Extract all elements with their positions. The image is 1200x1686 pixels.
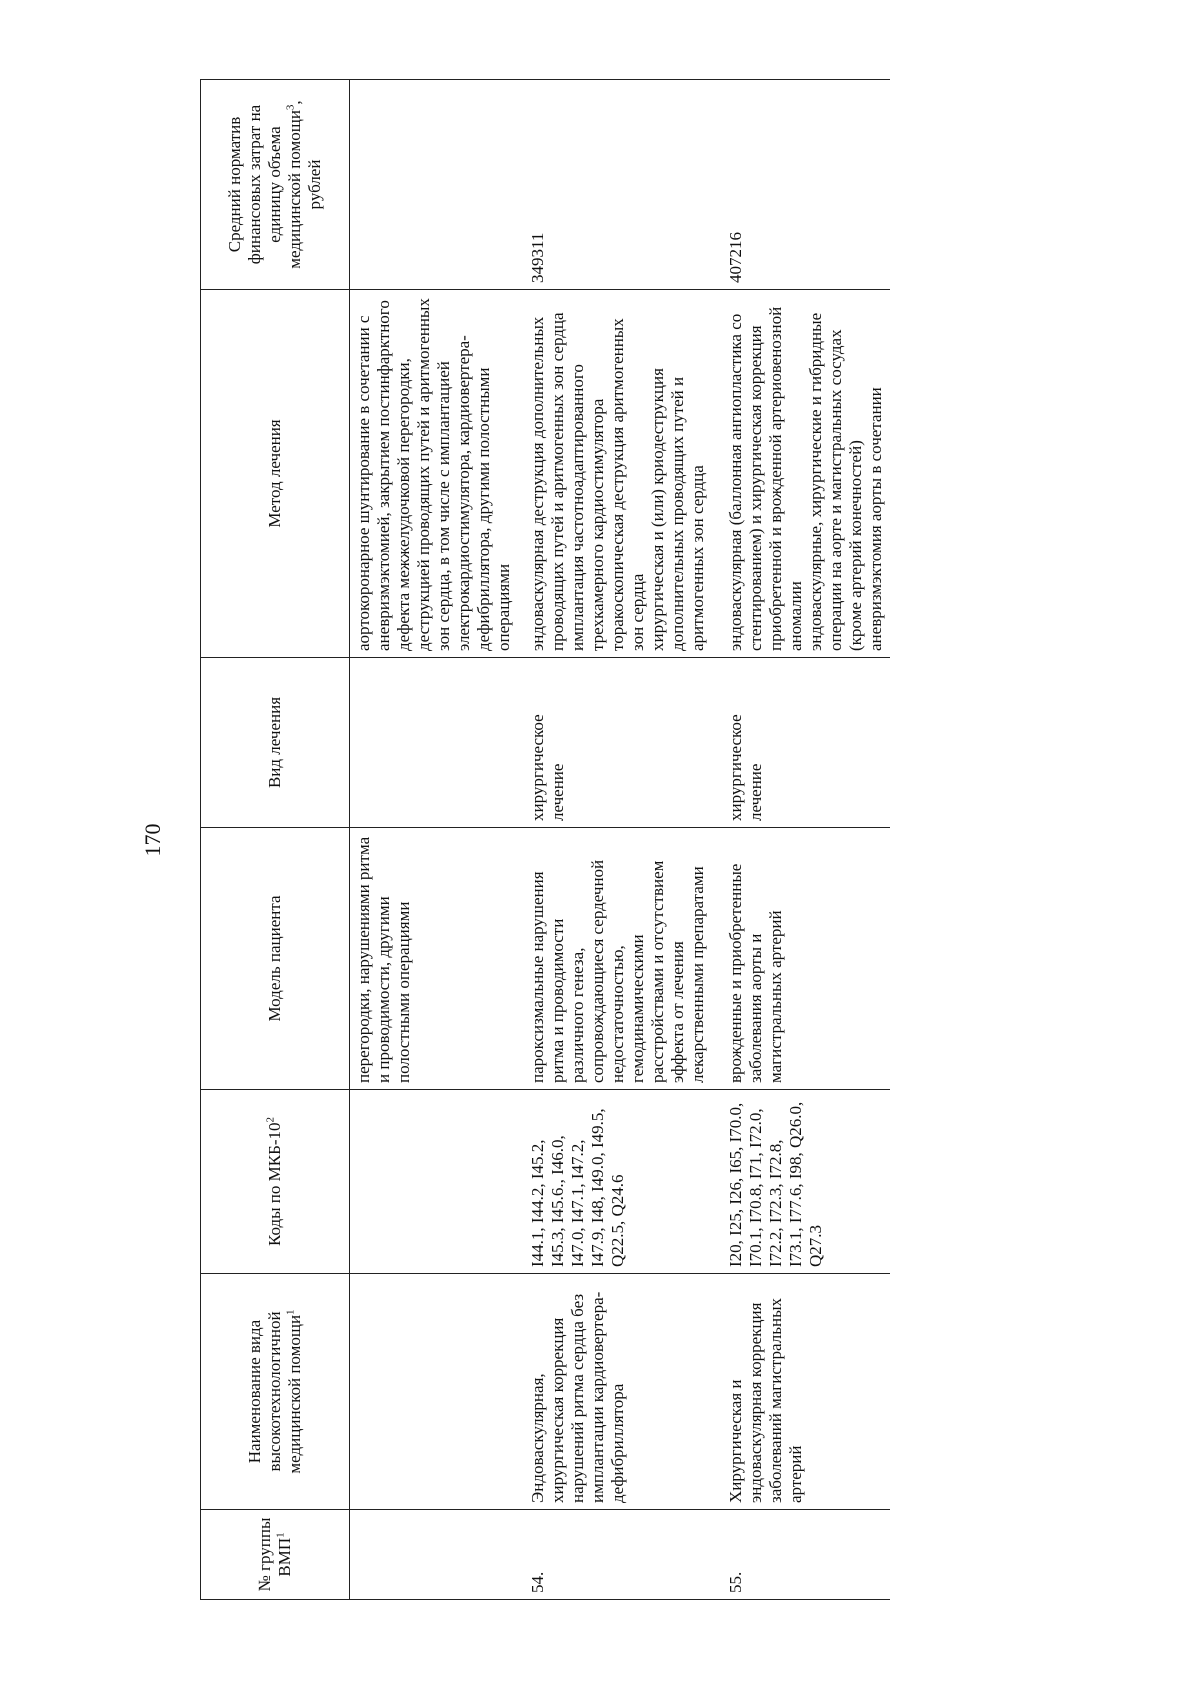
method-item: имплантация частотноадаптированного трехкамерного кардиостимулятора [568, 364, 607, 651]
cell-patient-model: перегородки, нарушениями ритма и проводимости, другими полостными операциями [350, 828, 521, 1090]
cell-group-number: 54. [520, 1510, 718, 1600]
cell-treatment-method [350, 290, 521, 658]
cell-treatment-method [520, 290, 718, 658]
cell-treatment-type [350, 658, 521, 828]
method-item: эндоваскулярная деструкция дополнительных проводящих путей и аритмогенных зон сердца [528, 312, 567, 651]
cell-treatment-method [718, 290, 890, 658]
table-row [718, 80, 890, 1600]
table-header-row [201, 80, 350, 1600]
method-item: аортокоронарное шунтирование в сочетании с аневризмэктомией, закрытием постинфарктного дефекта межжелудочковой перегородки, деструкцией проводящих путей и аритмогенных зон сердца, в том числе с имплантацией электрокардиостимулятора, кардиовертера-дефибриллятора, другими полостными операциями [354, 298, 513, 651]
page-number: 170 [140, 823, 165, 857]
cell-icd-codes [350, 1090, 521, 1274]
cell-patient-model: пароксизмальные нарушения ритма и проводимости различного генеза, сопровождающиеся сердечной недостаточностью, гемодинамическими расстройствами и отсутствием эффекта от лечения лекарственными препаратами [520, 828, 718, 1090]
cell-average-cost: 407216 [718, 80, 890, 290]
cell-vmp-name: Эндоваскулярная, хирургическая коррекция нарушений ритма сердца без имплантации кардиовертера-дефибриллятора [520, 1274, 718, 1510]
cell-average-cost: 349311 [520, 80, 718, 290]
cell-treatment-type: хирургическое лечение [520, 658, 718, 828]
cell-group-number: 55. [718, 1510, 890, 1600]
rotated-page [140, 80, 1180, 1600]
cell-icd-codes: I20, I25, I26, I65, I70.0, I70.1, I70.8, I71, I72.0, I72.2, I72.3, I72.8, I73.1, I77.6, I98, Q26.0, Q27.3 [718, 1090, 890, 1274]
table-row [350, 80, 521, 1600]
header-average-cost: Средний норматив финансовых затрат на единицу объема медицинской помощи$^3$, рублей [201, 80, 350, 290]
method-item: хирургическая и (или) криодеструкция дополнительных проводящих путей и аритмогенных зон сердца [648, 368, 707, 651]
cell-vmp-name [350, 1274, 521, 1510]
cell-average-cost [350, 80, 521, 290]
method-item: эндоваскулярные, хирургические и гибридные операции на аорте и магистральных сосудах (кроме артерий конечностей) [806, 312, 865, 651]
header-treatment-type: Вид лечения [201, 658, 350, 828]
method-item: аневризмэктомия аорты в сочетании [866, 387, 885, 651]
cell-icd-codes: I44.1, I44.2, I45.2, I45.3, I45.6., I46.0, I47.0, I47.1, I47.2, I47.9, I48, I49.0, I49.5, Q22.5, Q24.6 [520, 1090, 718, 1274]
header-treatment-method: Метод лечения [201, 290, 350, 658]
cell-group-number [350, 1510, 521, 1600]
cell-vmp-name: Хирургическая и эндоваскулярная коррекция заболеваний магистральных артерий [718, 1274, 890, 1510]
header-icd-codes: Коды по МКБ-$10^2$ [201, 1090, 350, 1274]
header-patient-model: Модель пациента [201, 828, 350, 1090]
table-row [520, 80, 718, 1600]
method-item: эндоваскулярная (баллонная ангиопластика со стентированием) и хирургическая коррекция приобретенной и врожденной артериовенозной аномалии [726, 306, 805, 651]
header-group-number: № группы ВМП$^1$ [201, 1510, 350, 1600]
vmp-table [200, 79, 890, 1600]
cell-patient-model: врожденные и приобретенные заболевания аорты и магистральных артерий [718, 828, 890, 1090]
header-vmp-name: Наименование вида высокотехнологичной медицинской помощи$^1$ [201, 1274, 350, 1510]
cell-treatment-type: хирургическое лечение [718, 658, 890, 828]
method-item: торакоскопическая деструкция аритмогенных зон сердца [608, 318, 647, 651]
